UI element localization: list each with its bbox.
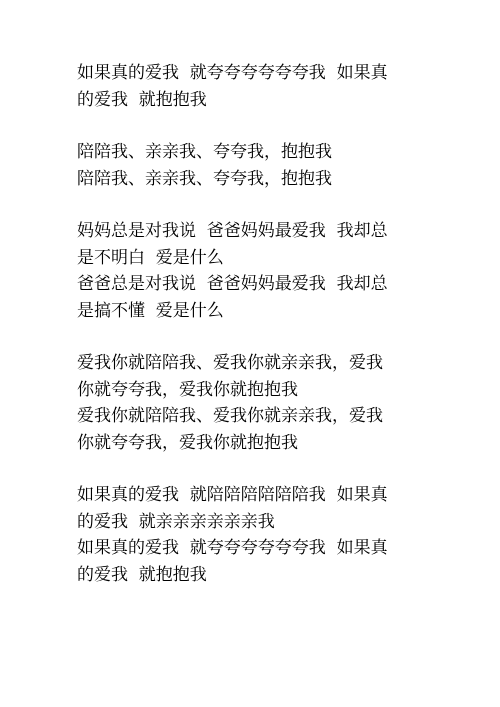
text-line: 如果真的爱我 就夸夸夸夸夸夸我 如果真: [77, 538, 388, 558]
text-line: 妈妈总是对我说 爸爸妈妈最爱我 我却总: [77, 221, 388, 241]
text-line: 的爱我 就抱抱我: [77, 89, 207, 110]
text-line: 爸爸总是对我说 爸爸妈妈最爱我 我却总: [77, 274, 388, 294]
text-line: 陪陪我、亲亲我、夸夸我，抱抱我: [77, 142, 332, 162]
paragraph-4: [77, 350, 422, 456]
text-line: 爱我你就陪陪我、爱我你就亲亲我，爱我: [77, 353, 383, 373]
text-line: 如果真的爱我 就夸夸夸夸夸夸我 如果真: [77, 63, 388, 83]
text-line: 你就夸夸我，爱我你就抱抱我: [77, 432, 298, 453]
text-line: 如果真的爱我 就陪陪陪陪陪陪我 如果真: [77, 485, 388, 505]
paragraph-1: [77, 60, 422, 113]
text-line: 爱我你就陪陪我、爱我你就亲亲我，爱我: [77, 406, 383, 426]
text-line: 你就夸夸我，爱我你就抱抱我: [77, 379, 298, 400]
text-line: 是搞不懂 爱是什么: [77, 300, 224, 321]
text-line: 的爱我 就亲亲亲亲亲亲我: [77, 511, 275, 532]
text-line: 是不明白 爱是什么: [77, 247, 224, 268]
paragraph-2: [77, 139, 422, 192]
paragraph-3: [77, 218, 422, 324]
lyrics-body: [77, 60, 422, 614]
text-line: 的爱我 就抱抱我: [77, 564, 207, 585]
text-line: 陪陪我、亲亲我、夸夸我，抱抱我: [77, 168, 332, 189]
paragraph-5: [77, 482, 422, 588]
